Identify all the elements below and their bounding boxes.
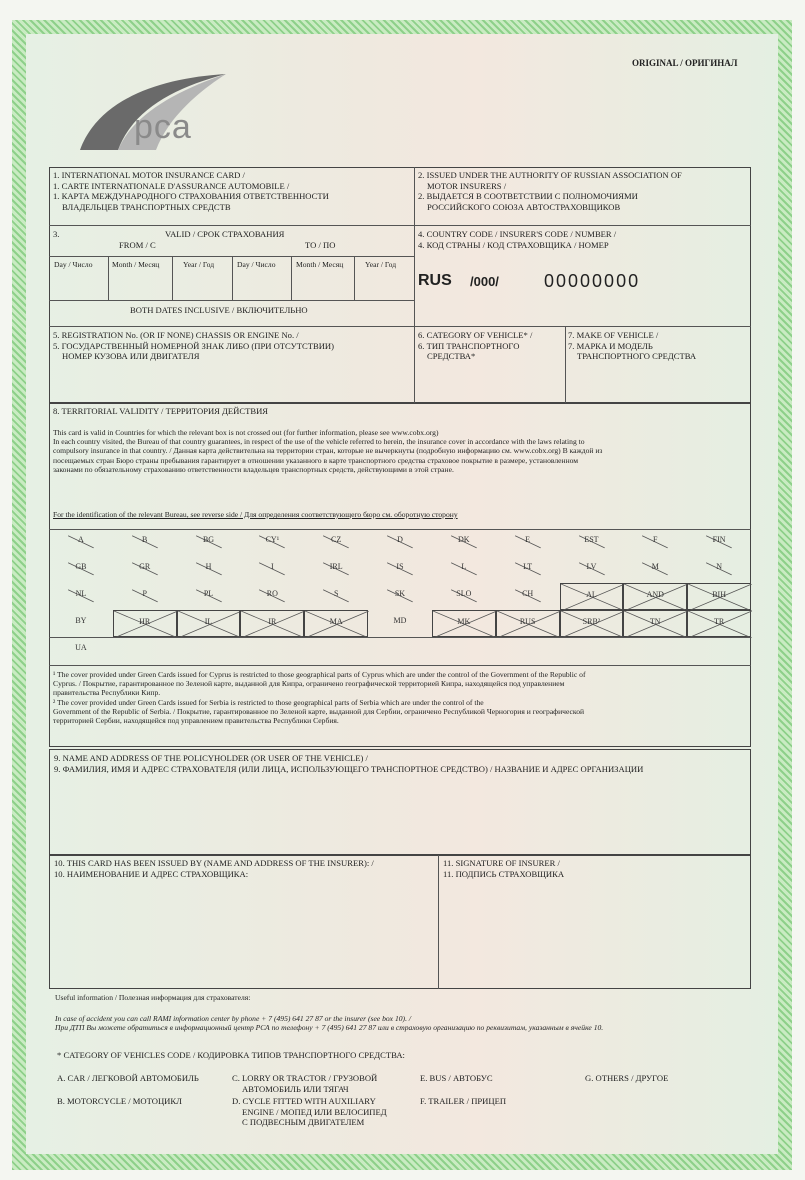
country-code-label: B [142,535,148,544]
category-e: E. BUS / АВТОБУС [420,1073,493,1083]
country-code-label: GB [75,562,87,571]
to-day-label: Day / Число [237,260,276,269]
country-box-rus [496,610,560,637]
country-box-ch [496,583,560,610]
from-label: FROM / С [119,240,156,250]
country-box-mk [432,610,496,637]
country-box-d [368,529,432,556]
country-box-i [240,556,304,583]
box11-title: 11. SIGNATURE OF INSURER / 11. ПОДПИСЬ СТРАХОВЩИКА [443,858,565,879]
country-box-pl [177,583,241,610]
country-box-h [177,556,241,583]
country-box-fin [687,529,751,556]
country-code-label: SLO [456,589,472,598]
country-code-label: NL [75,589,87,598]
country-box-gb [49,556,113,583]
box9-title: 9. NAME AND ADDRESS OF THE POLICYHOLDER (OR USER OF THE VEHICLE) / 9. ФАМИЛИЯ, ИМЯ И АДРЕС СТРАХОВАТЕЛЯ (ИЛИ ЛИЦА, ИСПОЛЬЗУЮЩЕГО ТРАНСПОРТНОЕ СРЕДСТВО) / НАЗВАНИЕ И АДРЕС ОРГАНИЗАЦИИ [54,753,644,774]
country-code-label: F [653,535,658,544]
country-box-lv [560,556,624,583]
country-code-label: TN [649,617,661,626]
country-grid [49,529,751,665]
country-box-il [177,610,241,637]
country-code-label: TR [713,617,725,626]
country-box-hr [113,610,177,637]
country-code-label: E [525,535,531,544]
country-code-label: MK [457,617,471,626]
country-code-label: H [205,562,212,571]
country-box-cy [240,529,304,556]
footnotes: ¹ The cover provided under Green Cards issued for Cyprus is restricted to those geographical parts of Cyprus which are under the control of the Government of the Republic of Cyprus. / Покрытие, гарантированное по Зеленой карте, выданной для Кипра, ограничено географической территорией Кипра, находящейся под управлением правительства Республики Кипр. ² The cover provided under Green Cards issued for Serbia is restricted to those geographical parts of Serbia which are under the control of the Government of the Republic of Serbia. / Покрытие, гарантированное по Зеленой карте, выданной для Сербии, ограничено Республикой Черногория и географической территорией Сербии, находящейся под управлением правительства Республики Сербия. [53,670,586,726]
country-code-label: IS [396,562,404,571]
country-code-label: HR [139,617,151,626]
to-year-label: Year / Год [365,260,397,269]
country-box-nl [49,583,113,610]
valid-label: VALID / СРОК СТРАХОВАНИЯ [165,229,285,239]
box3-num: 3. [53,229,60,239]
country-box-bih [687,583,751,610]
country-code-label: BIH [712,590,726,599]
accident-info: In case of accident you can call RAMI information center by phone + 7 (495) 641 27 87 or the insurer (see box 10). / При ДТП Вы можете обратиться в информационный центр РСА по телефону + 7 (495) 641 27 87 или в страховую организацию по реквизитам, указанным в ячейке 10. [55,1014,604,1033]
box1-title: 1. INTERNATIONAL MOTOR INSURANCE CARD / 1. CARTE INTERNATIONALE D'ASSURANCE AUTOMOBILE / 1. КАРТА МЕЖДУНАРОДНОГО СТРАХОВАНИЯ ОТВЕТСТВЕННОСТИ ВЛАДЕЛЬЦЕВ ТРАНСПОРТНЫХ СРЕДСТВ [53,170,329,212]
country-code-label: LV [586,562,597,571]
logo-text: pca [134,108,192,146]
box5-title: 5. REGISTRATION No. (OR IF NONE) CHASSIS OR ENGINE No. / 5. ГОСУДАРСТВЕННЫЙ НОМЕРНОЙ ЗНАК ЛИБО (ПРИ ОТСУТСТВИИ) НОМЕР КУЗОВА ИЛИ ДВИГАТЕЛЯ [53,330,334,362]
country-code-label: EST [584,535,599,544]
country-box-s [304,583,368,610]
country-code-label: P [142,589,147,598]
country-code-label: CY¹ [265,535,280,544]
to-month-label: Month / Месяц [296,260,344,269]
category-g: G. OTHERS / ДРУГОЕ [585,1073,669,1083]
country-box-is [368,556,432,583]
country-box-cz [304,529,368,556]
category-d: D. CYCLE FITTED WITH AUXILIARY ENGINE / МОПЕД ИЛИ ВЕЛОСИПЕД С ПОДВЕСНЫМ ДВИГАТЕЛЕМ [232,1096,387,1128]
country-code-label: M [651,562,659,571]
country-code-label: SRB² [582,617,601,626]
from-day-label: Day / Число [54,260,93,269]
country-box-tn [623,610,687,637]
country-code-label: D [397,535,403,544]
country-box-and [623,583,687,610]
country-code-label: PL [203,589,214,598]
category-b: B. MOTORCYCLE / МОТОЦИКЛ [57,1096,182,1106]
country-code-label: LT [523,562,533,571]
insurer-code: /000/ [470,274,499,289]
from-month-label: Month / Месяц [112,260,160,269]
country-code-label: FIN [712,535,726,544]
country-box-md [368,610,432,637]
country-code-label: AL [586,590,597,599]
from-year-label: Year / Год [183,260,215,269]
rsa-logo [78,70,238,155]
country-box-slo [432,583,496,610]
box8-title: 8. TERRITORIAL VALIDITY / ТЕРРИТОРИЯ ДЕЙСТВИЯ [53,406,269,416]
country-box-f [623,529,687,556]
country-code-label: I [271,562,274,571]
country-code-label: CZ [331,535,342,544]
category-c: C. LORRY OR TRACTOR / ГРУЗОВОЙ АВТОМОБИЛЬ ИЛИ ТЯГАЧ [232,1073,378,1094]
category-a: A. CAR / ЛЕГКОВОЙ АВТОМОБИЛЬ [57,1073,199,1083]
box7-title: 7. MAKE OF VEHICLE / 7. МАРКА И МОДЕЛЬ ТРАНСПОРТНОГО СРЕДСТВА [568,330,697,362]
country-box-bg [177,529,241,556]
country-box-e [496,529,560,556]
category-title: * CATEGORY OF VEHICLES CODE / КОДИРОВКА ТИПОВ ТРАНСПОРТНОГО СРЕДСТВА: [57,1050,405,1060]
box8-paragraph: This card is valid in Countries for which the relevant box is not crossed out (for further information, please see www.cobx.org) In each country visited, the Bureau of that country guarantees, in respect of the use of the vehicle referred to herein, the insurance cover in accordance with the laws relating to compulsory insurance in that country. / Данная карта действительна на территории стран, которые не вычеркнуты (подробную информацию см. www.cobx.org) В каждой из посещаемых стран Бюро страны пребывания гарантирует в отношении указанного в карте транспортного средства страховое покрытие в размере, установленном законами по обязательному страхованию ответственности владельцев транспортных средств, действующими в этой стране. [53,428,603,474]
useful-info-title: Useful information / Полезная информация для страхователя: [55,993,251,1002]
country-code-label: DK [458,535,470,544]
country-box-a [49,529,113,556]
country-code-label: IL [204,617,213,626]
country-code-label: IR [268,617,277,626]
country-box-ro [240,583,304,610]
country-box-ma [304,610,368,637]
country-code-label: AND [646,590,664,599]
country-box-dk [432,529,496,556]
country-code-label: CH [522,589,534,598]
country-box-l [432,556,496,583]
country-box-ua [49,637,113,664]
country-code-label: SK [394,589,406,598]
country-code-label: MA [329,617,343,626]
box6-title: 6. CATEGORY OF VEHICLE* / 6. ТИП ТРАНСПОРТНОГО СРЕДСТВА* [418,330,533,362]
country-box-ir [240,610,304,637]
country-box-by [49,610,113,637]
card-number: 00000000 [544,271,641,291]
country-code-label: N [716,562,722,571]
category-f: F. TRAILER / ПРИЦЕП [420,1096,507,1106]
country-box-b [113,529,177,556]
box2-title: 2. ISSUED UNDER THE AUTHORITY OF RUSSIAN ASSOCIATION OF MOTOR INSURERS / 2. ВЫДАЕТСЯ В СООТВЕТСТВИИ С ПОЛНОМОЧИЯМИ РОССИЙСКОГО СОЮЗА АВТОСТРАХОВЩИКОВ [418,170,682,212]
country-code-label: BG [202,535,215,544]
box4-title: 4. COUNTRY CODE / INSURER'S CODE / NUMBER / 4. КОД СТРАНЫ / КОД СТРАХОВЩИКА / НОМЕР [418,229,617,250]
country-code-label: MD [393,616,407,625]
country-box-irl [304,556,368,583]
country-code-label: RUS [519,617,536,626]
country-box-al [560,583,624,610]
country-code-label: RO [266,589,278,598]
country-code: RUS [418,272,452,289]
country-code-label: UA [75,643,87,652]
country-box-m [623,556,687,583]
identification-note: For the identification of the relevant Bureau, see reverse side / Для определения соответствующего бюро см. оборотную сторону [53,510,458,519]
country-box-p [113,583,177,610]
country-box-lt [496,556,560,583]
country-box-tr [687,610,751,637]
country-code-label: L [461,562,467,571]
country-box-n [687,556,751,583]
country-box-est [560,529,624,556]
country-code-label: IRL [329,562,343,571]
country-box-gr [113,556,177,583]
country-code-label: BY [75,616,87,625]
country-code-label: GR [139,562,151,571]
country-code-label: A [78,535,84,544]
box10-title: 10. THIS CARD HAS BEEN ISSUED BY (NAME AND ADDRESS OF THE INSURER): / 10. НАИМЕНОВАНИЕ И АДРЕС СТРАХОВЩИКА: [54,858,374,879]
country-box-sk [368,583,432,610]
country-box-srb [560,610,624,637]
dates-inclusive-label: BOTH DATES INCLUSIVE / ВКЛЮЧИТЕЛЬНО [130,305,308,315]
country-code-label: S [333,589,339,598]
original-label: ORIGINAL / ОРИГИНАЛ [632,58,738,68]
to-label: TO / ПО [305,240,336,250]
